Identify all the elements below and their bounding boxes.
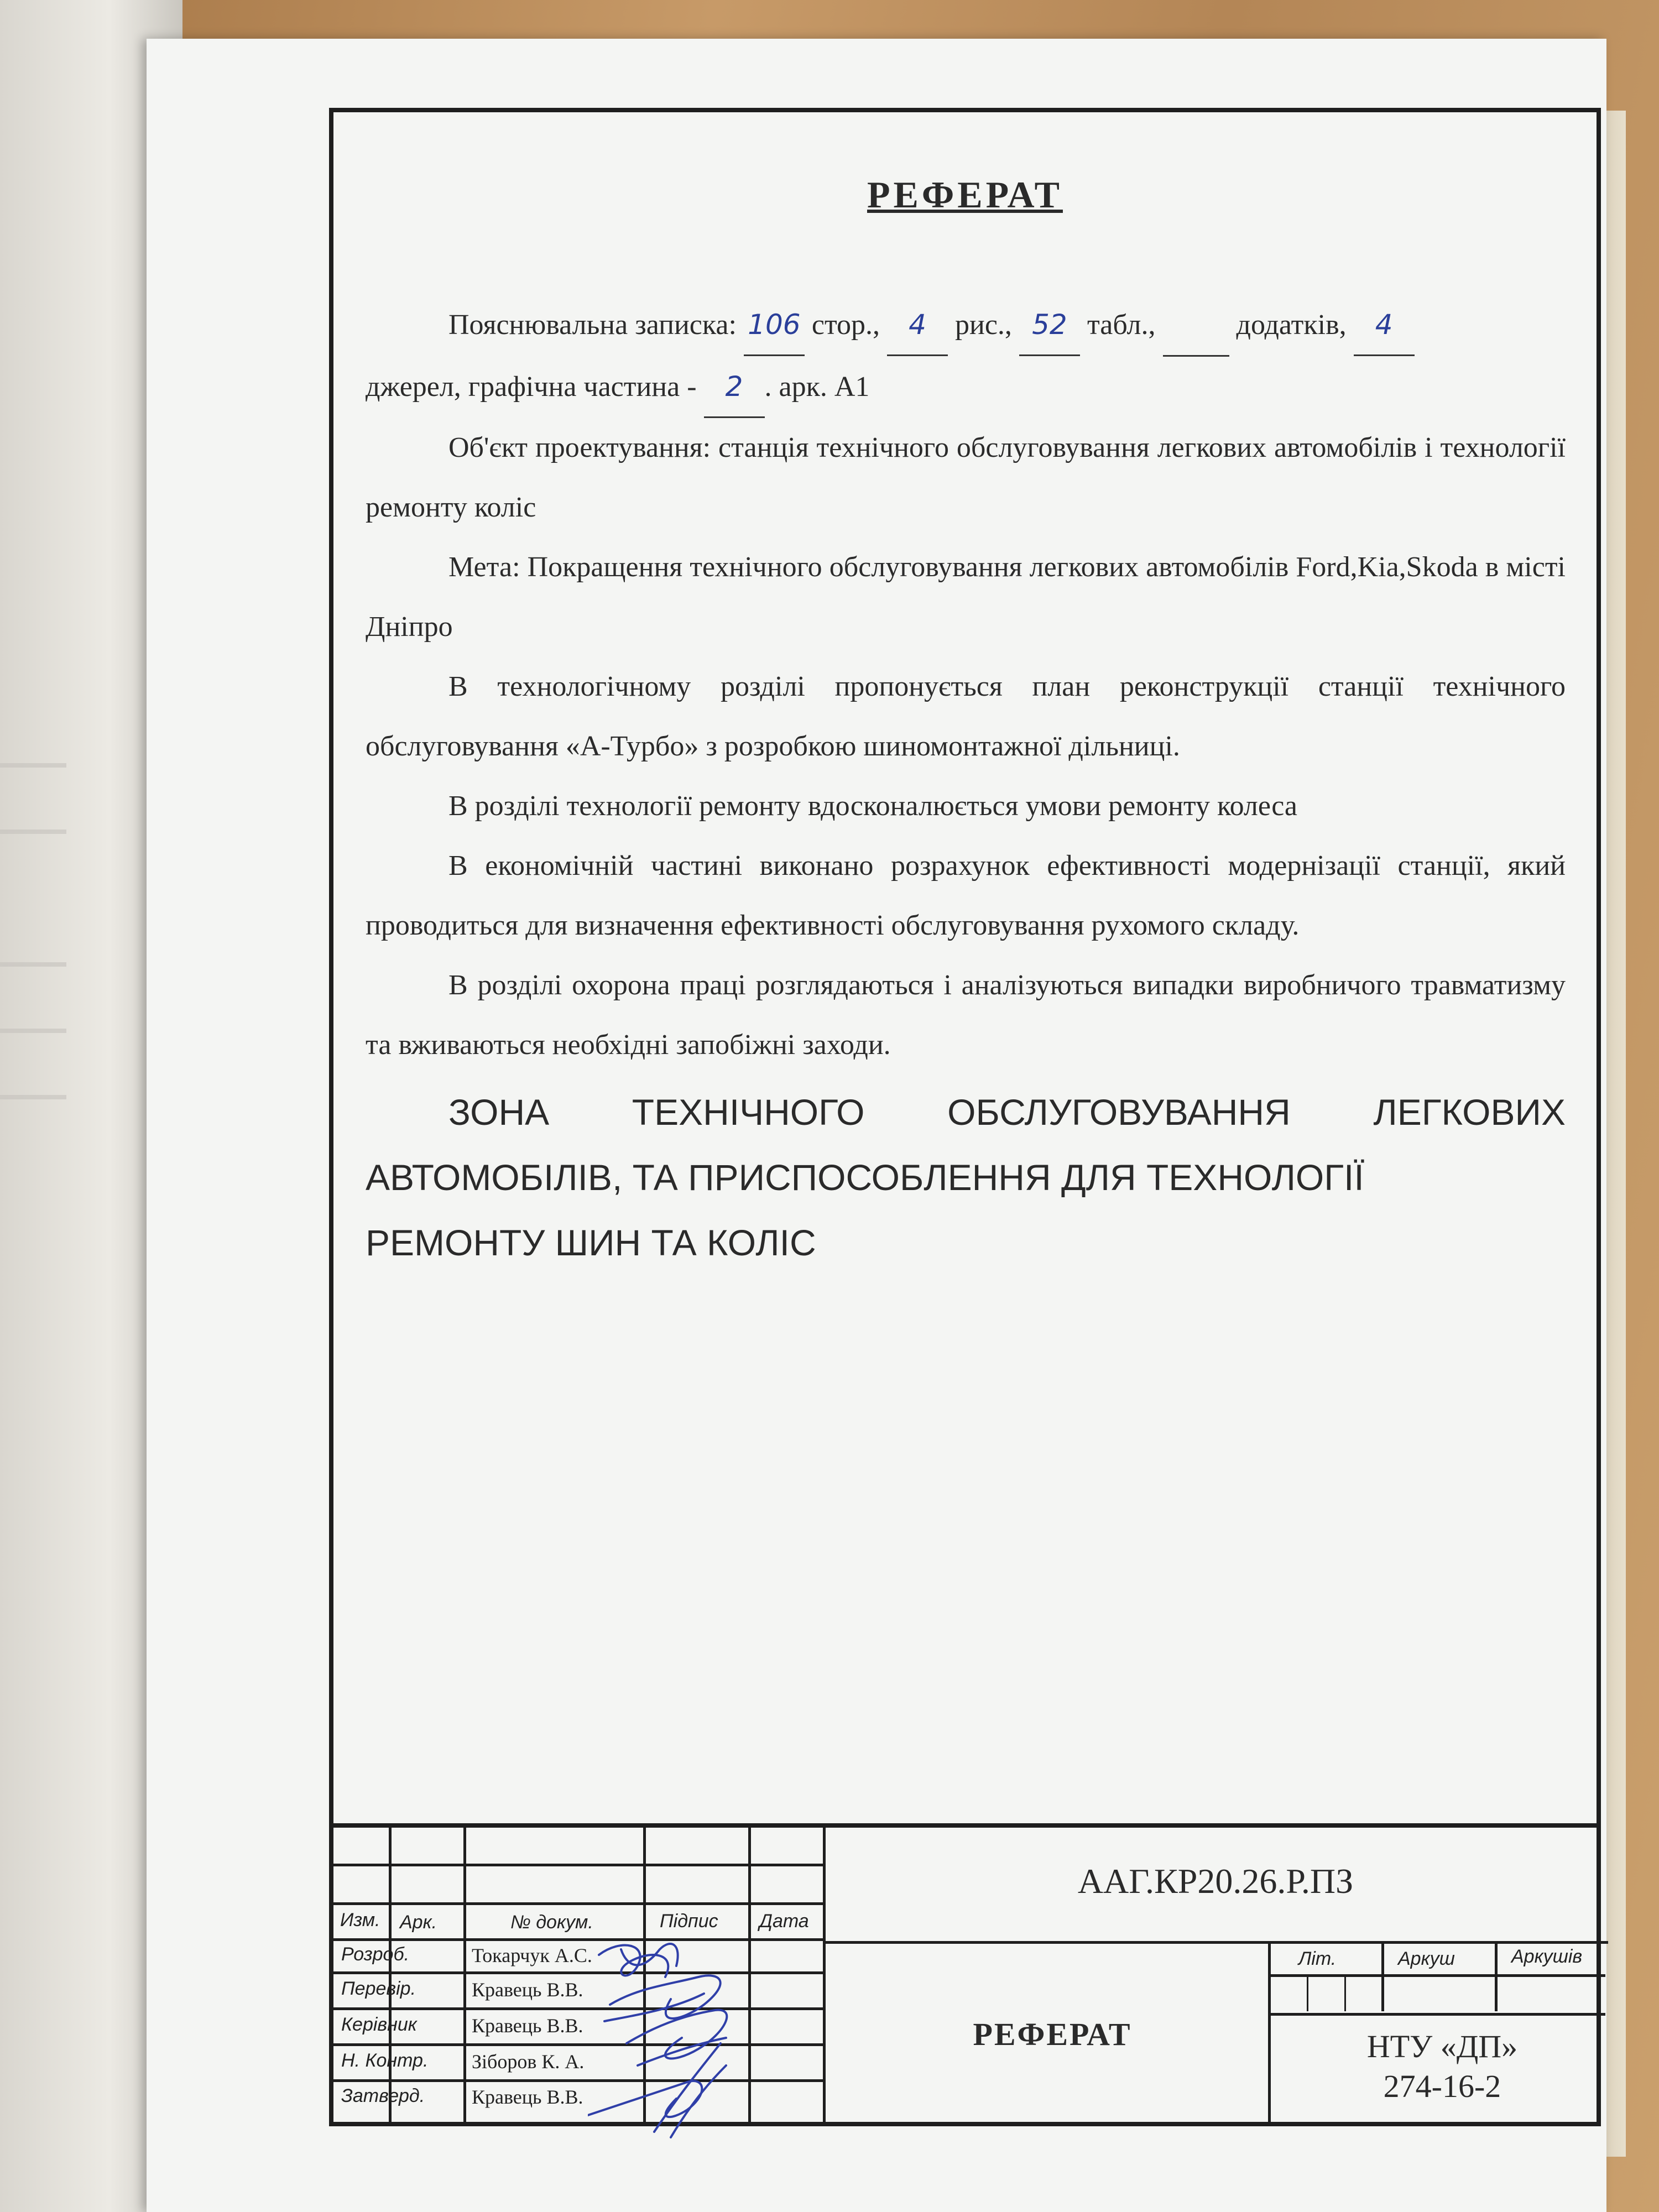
stamp-grid-line — [333, 1864, 823, 1866]
blank-appendices — [1163, 295, 1229, 357]
paragraph-safety: В розділі охорона праці розглядаються і аналізуються випадки виробничого травматизму та вживаються необхідні запобіжні заходи. — [366, 969, 1566, 1061]
organization-name: НТУ «ДП» — [1366, 2028, 1518, 2064]
stamp-grid-line — [1307, 1974, 1308, 2011]
role-norm-control: Н. Контр. — [341, 2050, 429, 2071]
left-page-text-ghost — [0, 763, 66, 768]
left-page-text-ghost — [0, 1095, 66, 1099]
summary-line-2 — [366, 357, 1566, 418]
role-supervisor: Керівник — [341, 2014, 417, 2035]
stamp-grid-line — [1381, 1941, 1384, 2011]
handwritten-pages: 106 — [744, 295, 805, 356]
paragraph-economics: В економічній частині виконано розрахунок ефективності модернізації станції, який проводиться для визначення ефективності обслуговування рухомого складу. — [366, 850, 1566, 941]
summary-text: джерел, графічна частина - — [366, 371, 704, 403]
summary-text: рис., — [948, 309, 1019, 341]
caps-heading-line-1: ЗОНА ТЕХНІЧНОГО ОБСЛУГОВУВАННЯ ЛЕГКОВИХ АВТОМОБІЛІВ, ТА ПРИСПОСОБЛЕННЯ ДЛЯ ТЕХНОЛОГІЇ — [366, 1092, 1566, 1198]
header-izm: Изм. — [340, 1910, 380, 1931]
summary-text: Пояснювальна записка: — [448, 309, 744, 341]
stamp-grid-line — [1268, 2013, 1605, 2016]
role-approver: Затверд. — [341, 2085, 425, 2106]
left-page-text-ghost — [0, 1029, 66, 1033]
document-code: ААГ.КР20.26.Р.ПЗ — [1077, 1861, 1354, 1901]
stamp-grid-line — [823, 1828, 826, 2122]
header-ark: Арк. — [400, 1912, 437, 1933]
header-sheet: Аркуш — [1398, 1948, 1455, 1969]
document-body — [366, 295, 1566, 1275]
header-date: Дата — [759, 1911, 809, 1932]
paragraph-goal: Мета: Покращення технічного обслуговування легкових автомобілів Ford,Kia,Skoda в місті Дніпро — [366, 551, 1566, 643]
stamp-grid-line — [333, 1902, 823, 1905]
document-sheet — [147, 39, 1606, 2212]
header-sheets: Аркушів — [1511, 1946, 1583, 1967]
page-title: РЕФЕРАТ — [867, 174, 1063, 216]
name-approver: Кравець В.В. — [472, 2086, 583, 2108]
summary-text: . арк. А1 — [764, 371, 870, 403]
organization-group: 274-16-2 — [1383, 2068, 1501, 2104]
handwritten-tables: 52 — [1019, 295, 1080, 356]
handwritten-figures: 4 — [887, 295, 948, 356]
stamp-grid-line — [1344, 1974, 1346, 2011]
header-lit: Літ. — [1298, 1948, 1337, 1969]
stamp-grid-line — [1268, 1974, 1605, 1977]
name-supervisor: Кравець В.В. — [472, 2015, 583, 2037]
summary-text: додатків, — [1229, 309, 1354, 341]
organization — [1285, 2027, 1600, 2106]
paragraph-object: Об'єкт проектування: станція технічного обслуговування легкових автомобілів і технології ремонту коліс — [366, 432, 1566, 523]
paragraph-technology: В технологічному розділі пропонується план реконструкції станції технічного обслуговування «А-Турбо» з розробкою шиномонтажної дільниці. — [366, 671, 1566, 762]
left-page-text-ghost — [0, 830, 66, 834]
name-norm-control: Зіборов К. А. — [472, 2051, 585, 2073]
summary-text: стор., — [804, 309, 888, 341]
summary-line-1 — [366, 295, 1566, 357]
paragraph-repair: В розділі технології ремонту вдосконалюється умови ремонту колеса — [448, 790, 1298, 822]
header-doc: № докум. — [510, 1912, 593, 1933]
name-checker: Кравець В.В. — [472, 1979, 583, 2001]
document-frame — [329, 108, 1601, 2126]
summary-text: табл., — [1079, 309, 1163, 341]
stamp-document-title: РЕФЕРАТ — [973, 2016, 1132, 2052]
handwritten-sheets: 2 — [704, 357, 765, 418]
title-block — [333, 1823, 1597, 2122]
header-sign: Підпис — [660, 1911, 718, 1932]
stamp-grid-line — [823, 1941, 1608, 1944]
role-checker: Перевір. — [341, 1978, 416, 1999]
stamp-grid-line — [1495, 1941, 1498, 2011]
stamp-grid-line — [389, 1828, 392, 2122]
left-page-text-ghost — [0, 962, 66, 967]
handwritten-sources: 4 — [1354, 295, 1415, 356]
handwritten-signatures-icon — [588, 1933, 787, 2143]
name-developer: Токарчук А.С. — [472, 1944, 592, 1966]
stamp-grid-line — [463, 1828, 466, 2122]
caps-heading-line-2: РЕМОНТУ ШИН ТА КОЛІС — [366, 1222, 816, 1263]
role-developer: Розроб. — [341, 1944, 410, 1965]
